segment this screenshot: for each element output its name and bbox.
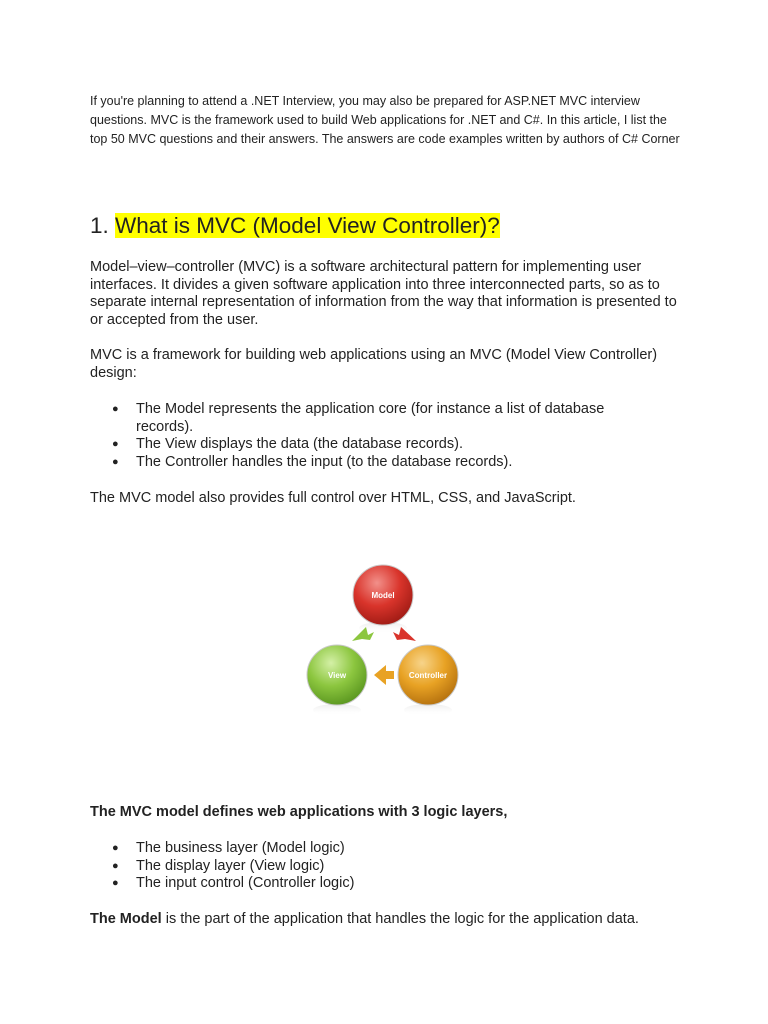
list-item: ● The input control (Controller logic)	[90, 875, 650, 893]
heading-title: What is MVC (Model View Controller)?	[115, 213, 500, 238]
view-reflection	[313, 704, 361, 716]
list-item: ● The Model represents the application core (for instance a list of database records).	[90, 401, 650, 436]
list-item: ● The business layer (Model logic)	[90, 840, 650, 858]
model-label: Model	[371, 591, 395, 600]
controller-to-view-arrow	[374, 665, 394, 685]
mvc-control-paragraph: The MVC model also provides full control over HTML, CSS, and JavaScript.	[90, 490, 576, 506]
mvc-definition-paragraph: Model–view–controller (MVC) is a software architectural pattern for implementing user interfaces. It divides a given software application into three interconnected parts, so as to separate internal representation of information from the way that information is presented to or accepted from the user.	[90, 259, 677, 329]
mvc-diagram	[300, 558, 470, 728]
model-description-paragraph	[90, 911, 680, 929]
controller-reflection	[404, 704, 452, 716]
view-label: View	[327, 671, 347, 680]
layers-heading: The MVC model defines web applications with 3 logic layers,	[90, 804, 508, 820]
controller-label: Controller	[408, 671, 448, 680]
model-term: The Model	[90, 911, 162, 927]
list-item: ● The display layer (View logic)	[90, 858, 650, 876]
mvc-framework-paragraph: MVC is a framework for building web applications using an MVC (Model View Controller) design:	[90, 347, 658, 381]
layers-list	[90, 840, 650, 893]
intro-paragraph: If you're planning to attend a .NET Interview, you may also be prepared for ASP.NET MVC interview questions. MVC is the framework used to build Web applications for .NET and C#. In this article, I list the top 50 MVC questions and their answers. The answers are code examples written by authors of C# Corner	[90, 94, 680, 146]
list-item: ● The View displays the data (the database records).	[90, 436, 650, 454]
list-item: ● The Controller handles the input (to the database records).	[90, 454, 650, 472]
section-heading	[90, 210, 500, 242]
mvc-components-list	[90, 401, 650, 472]
model-description: is the part of the application that handles the logic for the application data.	[161, 911, 639, 927]
heading-number: 1.	[90, 213, 116, 238]
